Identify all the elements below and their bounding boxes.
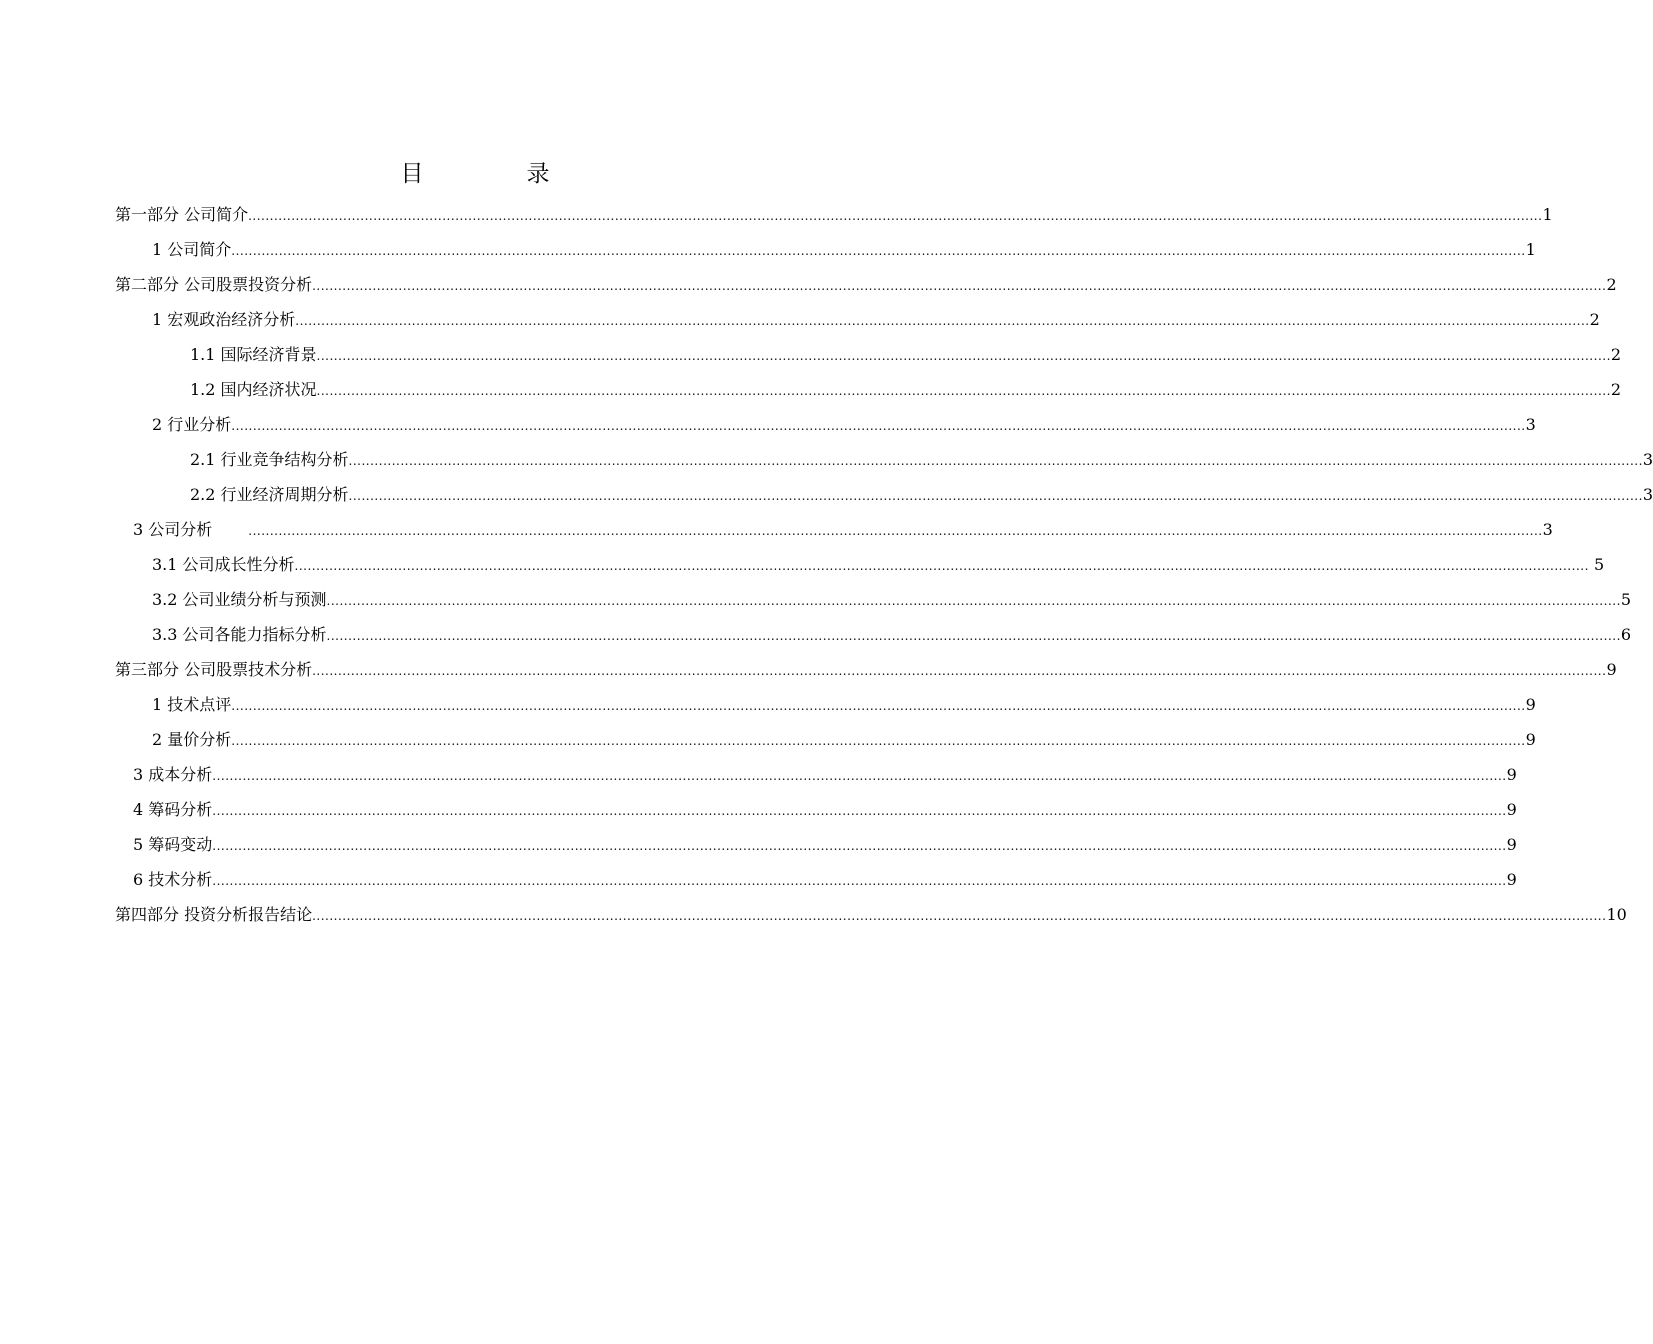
toc-entry-page: 9: [1606, 660, 1617, 679]
toc-entry-page: 9: [1506, 835, 1517, 854]
toc-entry[interactable]: [190, 336, 1622, 366]
toc-entry[interactable]: [190, 371, 1622, 401]
toc-entry[interactable]: [190, 476, 1653, 506]
toc-entry-page: 3: [1642, 450, 1653, 469]
dot-leader: ............................................................................................................................................................................................................................................................................................................: [312, 909, 1607, 923]
toc-entry-label: 第三部分 公司股票技术分析: [115, 660, 313, 679]
dot-leader: ............................................................................................................................................................................................................................................................................................................: [294, 559, 1589, 573]
toc-entry-label: 2.2 行业经济周期分析: [190, 485, 349, 504]
toc-entry-label: 2.1 行业竞争结构分析: [190, 450, 349, 469]
dot-leader: ............................................................................................................................................................................................................................................................................................................: [231, 419, 1526, 433]
toc-entry-label: 3.3 公司各能力指标分析: [152, 625, 327, 644]
toc-entry-label: 1.1 国际经济背景: [190, 345, 317, 364]
toc-entry-page: 3: [1642, 485, 1653, 504]
dot-leader: ............................................................................................................................................................................................................................................................................................................: [231, 699, 1526, 713]
toc-entry-label: 1.2 国内经济状况: [190, 380, 317, 399]
toc-title: 目 录: [400, 161, 590, 187]
dot-leader: ............................................................................................................................................................................................................................................................................................................: [248, 209, 1543, 223]
toc-entry[interactable]: [152, 301, 1600, 331]
toc-entry[interactable]: [133, 756, 1517, 786]
toc-entry[interactable]: [152, 231, 1536, 261]
toc-entry-page: 9: [1506, 800, 1517, 819]
dot-leader: ............................................................................................................................................................................................................................................................................................................: [212, 839, 1507, 853]
toc-entry-page: 2: [1610, 345, 1622, 364]
toc-entry[interactable]: [115, 196, 1553, 226]
toc-entry[interactable]: [190, 441, 1653, 471]
toc-entry-label: 5 筹码变动: [133, 835, 213, 854]
toc-entry[interactable]: [152, 546, 1605, 576]
toc-entry-label: 2 量价分析: [152, 730, 232, 749]
toc-entry[interactable]: [115, 651, 1617, 681]
dot-leader: ............................................................................................................................................................................................................................................................................................................: [212, 804, 1507, 818]
toc-entry-label: 第一部分 公司简介: [115, 205, 249, 224]
toc-entry-label: 1 宏观政治经济分析: [152, 310, 296, 329]
toc-entry[interactable]: [133, 511, 1553, 541]
toc-entry-page: 3: [1525, 415, 1536, 434]
toc-entry[interactable]: [152, 406, 1536, 436]
dot-leader: ............................................................................................................................................................................................................................................................................................................: [326, 594, 1621, 608]
toc-entry-label: 1 技术点评: [152, 695, 232, 714]
toc-entry-label: 3.1 公司成长性分析: [152, 555, 295, 574]
toc-entry[interactable]: [133, 791, 1517, 821]
dot-leader: ............................................................................................................................................................................................................................................................................................................: [326, 629, 1621, 643]
dot-leader: ............................................................................................................................................................................................................................................................................................................: [248, 524, 1543, 538]
toc-entry-page: 5: [1588, 555, 1605, 574]
toc-entry-page: 9: [1525, 730, 1536, 749]
toc-entry-page: 2: [1610, 380, 1622, 399]
toc-entry[interactable]: [133, 826, 1517, 856]
dot-leader: ............................................................................................................................................................................................................................................................................................................: [316, 384, 1611, 398]
dot-leader: ............................................................................................................................................................................................................................................................................................................: [348, 454, 1643, 468]
toc-entry-page: 9: [1525, 695, 1536, 714]
toc-entry-page: 5: [1620, 590, 1632, 609]
toc-entry-page: 10: [1606, 905, 1627, 924]
dot-leader: ............................................................................................................................................................................................................................................................................................................: [212, 769, 1507, 783]
toc-entry[interactable]: [152, 686, 1536, 716]
toc-entry-page: 6: [1620, 625, 1632, 644]
toc-entry-label: 4 筹码分析: [133, 800, 213, 819]
toc-entry-label: 2 行业分析: [152, 415, 232, 434]
toc-entry-page: 9: [1506, 870, 1517, 889]
dot-leader: ............................................................................................................................................................................................................................................................................................................: [231, 734, 1526, 748]
toc-entry[interactable]: [133, 861, 1517, 891]
toc-entry-page: 9: [1506, 765, 1517, 784]
toc-entry-page: 3: [1542, 520, 1553, 539]
toc-entry[interactable]: [152, 721, 1536, 751]
toc-entry-label: 6 技术分析: [133, 870, 213, 889]
toc-entry-label: 3 成本分析: [133, 765, 213, 784]
toc-entry-label: 3 公司分析: [133, 520, 229, 539]
toc-entry-page: 2: [1606, 275, 1617, 294]
toc-entry[interactable]: [115, 896, 1627, 926]
toc-entry-page: 2: [1589, 310, 1600, 329]
toc-entry-label: 第四部分 投资分析报告结论: [115, 905, 313, 924]
dot-leader: ............................................................................................................................................................................................................................................................................................................: [316, 349, 1611, 363]
dot-leader: ............................................................................................................................................................................................................................................................................................................: [212, 874, 1507, 888]
dot-leader: ............................................................................................................................................................................................................................................................................................................: [312, 279, 1607, 293]
toc-entry-label: 第二部分 公司股票投资分析: [115, 275, 313, 294]
dot-leader: ............................................................................................................................................................................................................................................................................................................: [295, 314, 1590, 328]
toc-entry[interactable]: [115, 266, 1617, 296]
toc-entry-page: 1: [1525, 240, 1536, 259]
toc-entry-label: 1 公司简介: [152, 240, 232, 259]
dot-leader: ............................................................................................................................................................................................................................................................................................................: [312, 664, 1607, 678]
dot-leader: ............................................................................................................................................................................................................................................................................................................: [231, 244, 1526, 258]
toc-entry-page: 1: [1542, 205, 1553, 224]
dot-leader: ............................................................................................................................................................................................................................................................................................................: [348, 489, 1643, 503]
toc-entry[interactable]: [152, 616, 1632, 646]
toc-entry[interactable]: [152, 581, 1632, 611]
toc-entry-label: 3.2 公司业绩分析与预测: [152, 590, 327, 609]
